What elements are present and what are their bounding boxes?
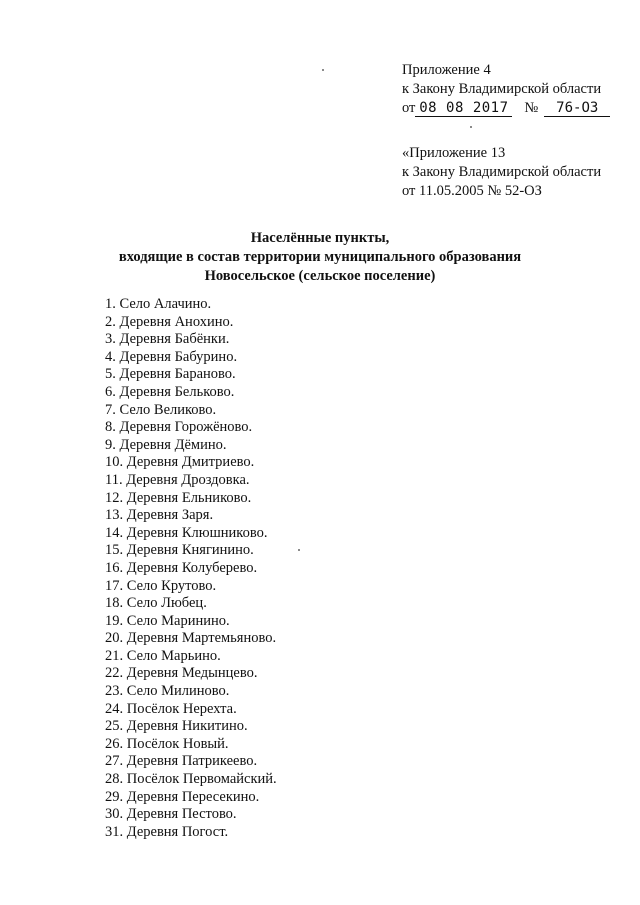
settlement-item: 3. Деревня Бабёнки. [105, 331, 230, 348]
scan-speck [470, 126, 472, 128]
appendix-4-number: 76-ОЗ [544, 101, 610, 117]
settlement-item: 23. Село Милиново. [105, 683, 230, 700]
title-line-3: Новосельское (сельское поселение) [204, 268, 436, 284]
settlement-item: 14. Деревня Клюшниково. [105, 524, 268, 541]
settlement-item: 5. Деревня Бараново. [105, 366, 236, 383]
settlement-list [105, 296, 277, 841]
title-line-2: входящие в состав территории муниципального образования [118, 249, 522, 265]
appendix-4-title: Приложение 4 [402, 62, 491, 78]
appendix-4-number-prefix: № [524, 100, 539, 116]
scan-speck [298, 549, 300, 551]
settlement-item: 15. Деревня Княгинино. [105, 542, 254, 559]
appendix-4-date-line [402, 99, 610, 118]
settlement-item: 25. Деревня Никитино. [105, 718, 248, 735]
settlement-item: 21. Село Марьино. [105, 647, 221, 664]
settlement-item: 24. Посёлок Нерехта. [105, 700, 237, 717]
settlement-item: 20. Деревня Мартемьяново. [105, 630, 277, 647]
settlement-item: 28. Посёлок Первомайский. [105, 771, 277, 788]
appendix-13-header [402, 144, 601, 201]
settlement-item: 10. Деревня Дмитриево. [105, 454, 255, 471]
settlement-item: 8. Деревня Горожёново. [105, 419, 253, 436]
settlement-item: 1. Село Алачино. [105, 296, 212, 312]
document-title [0, 229, 640, 286]
title-line-1: Населённые пункты, [250, 230, 390, 246]
appendix-4-date: 08 08 2017 [415, 101, 512, 117]
settlement-item: 18. Село Любец. [105, 595, 207, 612]
appendix-13-title: «Приложение 13 [402, 145, 506, 161]
settlement-item: 30. Деревня Пестово. [105, 806, 237, 823]
appendix-13-date-line: от 11.05.2005 № 52-ОЗ [402, 183, 542, 199]
settlement-item: 22. Деревня Медынцево. [105, 665, 258, 682]
appendix-4-date-prefix: от [402, 100, 416, 116]
settlement-item: 7. Село Великово. [105, 401, 217, 418]
settlement-item: 6. Деревня Бельково. [105, 383, 235, 400]
settlement-item: 31. Деревня Погост. [105, 823, 229, 840]
settlement-item: 4. Деревня Бабурино. [105, 348, 238, 365]
settlement-item: 9. Деревня Дёмино. [105, 436, 227, 453]
settlement-item: 29. Деревня Пересекино. [105, 788, 260, 805]
settlement-item: 16. Деревня Колуберево. [105, 559, 258, 576]
appendix-4-header [402, 61, 610, 118]
appendix-13-law-ref: к Закону Владимирской области [402, 164, 602, 180]
settlement-item: 12. Деревня Ельниково. [105, 489, 252, 506]
settlement-item: 27. Деревня Патрикеево. [105, 753, 258, 770]
scan-speck [322, 69, 324, 71]
settlement-item: 26. Посёлок Новый. [105, 735, 229, 752]
settlement-item: 17. Село Крутово. [105, 577, 217, 594]
appendix-4-law-ref: к Закону Владимирской области [402, 81, 602, 97]
settlement-item: 11. Деревня Дроздовка. [105, 471, 250, 488]
settlement-item: 19. Село Маринино. [105, 612, 230, 629]
settlement-item: 2. Деревня Анохино. [105, 313, 234, 330]
settlement-item: 13. Деревня Заря. [105, 507, 214, 524]
